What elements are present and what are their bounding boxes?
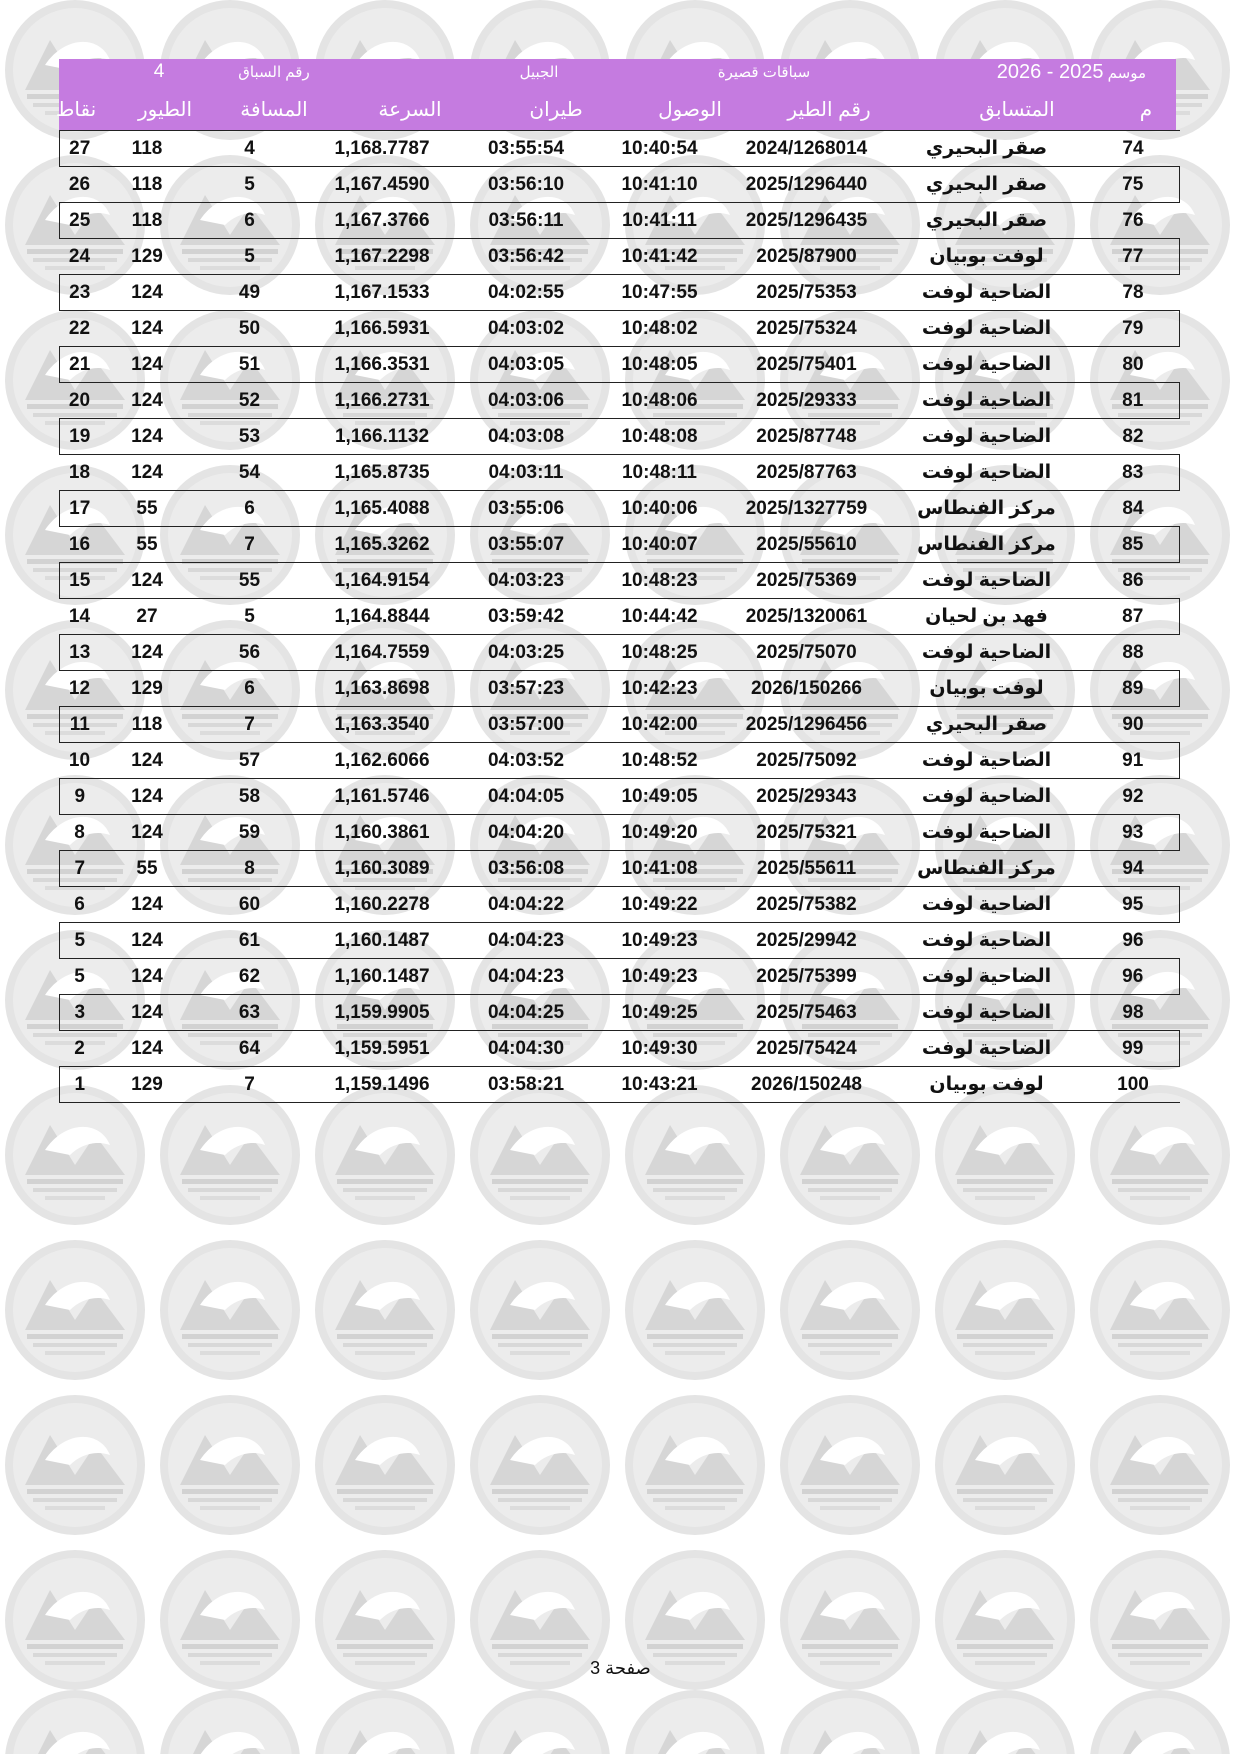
cell-ring: 2025/75399 [727,959,887,995]
cell-distance: 5 [195,167,305,203]
cell-points: 12 [60,671,100,707]
cell-birds: 118 [100,131,195,167]
cell-arrival: 10:49:25 [593,995,727,1031]
cell-birds: 124 [100,743,195,779]
cell-distance: 52 [195,383,305,419]
table-row [60,851,1180,887]
cell-points: 23 [60,275,100,311]
cell-distance: 4 [195,131,305,167]
cell-flight: 03:56:11 [460,203,593,239]
cell-points: 8 [60,815,100,851]
cell-speed: 1,161.5746 [305,779,460,815]
cell-arrival: 10:48:05 [593,347,727,383]
table-row [60,995,1180,1031]
cell-name: الضاحية لوفت [887,563,1087,599]
cell-speed: 1,163.3540 [305,707,460,743]
cell-birds: 124 [100,1031,195,1067]
cell-ring: 2026/150266 [727,671,887,707]
cell-arrival: 10:41:11 [593,203,727,239]
table-row [60,275,1180,311]
cell-ring: 2026/150248 [727,1067,887,1103]
cell-ring: 2025/75321 [727,815,887,851]
cell-idx: 89 [1087,671,1180,707]
race-number-label: رقم السباق [238,64,310,81]
cell-name: الضاحية لوفت [887,455,1087,491]
cell-arrival: 10:40:06 [593,491,727,527]
cell-flight: 04:03:11 [460,455,593,491]
cell-name: صقر البحيري [887,131,1087,167]
cell-idx: 88 [1087,635,1180,671]
col-header-index: م [1139,99,1153,121]
cell-flight: 03:55:07 [460,527,593,563]
cell-distance: 58 [195,779,305,815]
cell-flight: 03:56:42 [460,239,593,275]
cell-idx: 78 [1087,275,1180,311]
cell-distance: 60 [195,887,305,923]
cell-ring: 2025/1296456 [727,707,887,743]
table-row [60,887,1180,923]
cell-idx: 87 [1087,599,1180,635]
cell-name: الضاحية لوفت [887,815,1087,851]
table-row [60,599,1180,635]
cell-idx: 100 [1087,1067,1180,1103]
cell-points: 5 [60,923,100,959]
cell-points: 22 [60,311,100,347]
cell-arrival: 10:43:21 [593,1067,727,1103]
cell-distance: 6 [195,203,305,239]
cell-arrival: 10:48:52 [593,743,727,779]
results-table [59,130,1180,1103]
cell-name: الضاحية لوفت [887,959,1087,995]
table-row [60,779,1180,815]
cell-name: مركز الفنطاس [887,491,1087,527]
cell-flight: 04:04:23 [460,959,593,995]
cell-birds: 124 [100,959,195,995]
page-number: صفحة 3 [590,1658,651,1678]
cell-distance: 64 [195,1031,305,1067]
cell-flight: 04:02:55 [460,275,593,311]
cell-name: الضاحية لوفت [887,419,1087,455]
col-header-distance: المسافة [240,99,308,121]
cell-speed: 1,166.5931 [305,311,460,347]
cell-arrival: 10:48:02 [593,311,727,347]
cell-arrival: 10:48:11 [593,455,727,491]
cell-ring: 2025/75401 [727,347,887,383]
cell-distance: 61 [195,923,305,959]
cell-distance: 51 [195,347,305,383]
cell-flight: 04:03:06 [460,383,593,419]
cell-idx: 85 [1087,527,1180,563]
cell-arrival: 10:41:42 [593,239,727,275]
cell-birds: 124 [100,635,195,671]
cell-birds: 27 [100,599,195,635]
cell-arrival: 10:49:30 [593,1031,727,1067]
cell-idx: 79 [1087,311,1180,347]
cell-flight: 04:03:23 [460,563,593,599]
cell-flight: 04:03:25 [460,635,593,671]
col-header-speed: السرعة [378,99,442,121]
cell-ring: 2025/75463 [727,995,887,1031]
cell-birds: 124 [100,815,195,851]
cell-birds: 129 [100,239,195,275]
table-row [60,527,1180,563]
cell-birds: 124 [100,275,195,311]
cell-distance: 62 [195,959,305,995]
cell-flight: 03:59:42 [460,599,593,635]
cell-birds: 124 [100,779,195,815]
table-row [60,311,1180,347]
cell-idx: 90 [1087,707,1180,743]
cell-ring: 2025/75353 [727,275,887,311]
cell-points: 18 [60,455,100,491]
cell-ring: 2025/1320061 [727,599,887,635]
cell-idx: 91 [1087,743,1180,779]
table-row [60,167,1180,203]
cell-arrival: 10:40:07 [593,527,727,563]
cell-name: الضاحية لوفت [887,275,1087,311]
cell-flight: 04:04:05 [460,779,593,815]
cell-idx: 82 [1087,419,1180,455]
cell-speed: 1,164.9154 [305,563,460,599]
cell-name: لوفت بوبيان [887,671,1087,707]
cell-arrival: 10:48:08 [593,419,727,455]
cell-flight: 03:55:06 [460,491,593,527]
cell-points: 20 [60,383,100,419]
cell-ring: 2025/29942 [727,923,887,959]
results-header [55,59,1176,130]
cell-arrival: 10:49:22 [593,887,727,923]
cell-ring: 2025/1296435 [727,203,887,239]
race-number: 4 [153,61,165,82]
cell-birds: 118 [100,167,195,203]
cell-distance: 6 [195,491,305,527]
cell-speed: 1,167.3766 [305,203,460,239]
cell-distance: 7 [195,1067,305,1103]
cell-name: صقر البحيري [887,707,1087,743]
cell-distance: 53 [195,419,305,455]
season-years: 2026 - 2025 [996,61,1104,83]
cell-name: الضاحية لوفت [887,635,1087,671]
cell-name: الضاحية لوفت [887,347,1087,383]
cell-speed: 1,159.9905 [305,995,460,1031]
cell-arrival: 10:44:42 [593,599,727,635]
cell-arrival: 10:48:06 [593,383,727,419]
cell-ring: 2025/1327759 [727,491,887,527]
cell-name: لوفت بوبيان [887,1067,1087,1103]
cell-birds: 124 [100,455,195,491]
cell-name: مركز الفنطاس [887,527,1087,563]
cell-speed: 1,166.3531 [305,347,460,383]
cell-flight: 04:04:23 [460,923,593,959]
cell-points: 15 [60,563,100,599]
cell-name: الضاحية لوفت [887,1031,1087,1067]
cell-speed: 1,160.3861 [305,815,460,851]
table-row [60,347,1180,383]
cell-speed: 1,168.7787 [305,131,460,167]
cell-birds: 118 [100,203,195,239]
cell-speed: 1,167.2298 [305,239,460,275]
cell-points: 11 [60,707,100,743]
cell-birds: 129 [100,671,195,707]
cell-birds: 129 [100,1067,195,1103]
cell-points: 13 [60,635,100,671]
cell-points: 17 [60,491,100,527]
cell-points: 5 [60,959,100,995]
cell-idx: 95 [1087,887,1180,923]
cell-speed: 1,167.4590 [305,167,460,203]
table-row [60,383,1180,419]
cell-speed: 1,159.1496 [305,1067,460,1103]
cell-birds: 124 [100,383,195,419]
cell-birds: 124 [100,347,195,383]
cell-arrival: 10:49:23 [593,959,727,995]
cell-distance: 54 [195,455,305,491]
cell-name: الضاحية لوفت [887,779,1087,815]
cell-distance: 5 [195,239,305,275]
cell-idx: 96 [1087,923,1180,959]
cell-idx: 76 [1087,203,1180,239]
cell-idx: 93 [1087,815,1180,851]
cell-flight: 03:57:23 [460,671,593,707]
cell-name: الضاحية لوفت [887,887,1087,923]
cell-distance: 7 [195,707,305,743]
cell-arrival: 10:48:23 [593,563,727,599]
cell-idx: 99 [1087,1031,1180,1067]
season-label [993,61,1146,84]
cell-arrival: 10:49:05 [593,779,727,815]
cell-arrival: 10:47:55 [593,275,727,311]
season-word: موسم [1107,65,1146,82]
cell-flight: 03:56:10 [460,167,593,203]
cell-arrival: 10:42:00 [593,707,727,743]
cell-speed: 1,166.2731 [305,383,460,419]
cell-birds: 124 [100,923,195,959]
cell-points: 25 [60,203,100,239]
cell-points: 24 [60,239,100,275]
cell-flight: 04:03:52 [460,743,593,779]
cell-points: 26 [60,167,100,203]
cell-speed: 1,163.8698 [305,671,460,707]
cell-birds: 124 [100,887,195,923]
cell-flight: 04:04:25 [460,995,593,1031]
table-row [60,563,1180,599]
cell-ring: 2025/87900 [727,239,887,275]
cell-distance: 50 [195,311,305,347]
cell-flight: 04:04:30 [460,1031,593,1067]
cell-idx: 77 [1087,239,1180,275]
cell-flight: 04:04:22 [460,887,593,923]
cell-name: لوفت بوبيان [887,239,1087,275]
cell-birds: 124 [100,563,195,599]
table-row [60,959,1180,995]
cell-distance: 49 [195,275,305,311]
table-row [60,131,1180,167]
cell-distance: 57 [195,743,305,779]
table-row [60,1031,1180,1067]
cell-ring: 2025/75324 [727,311,887,347]
table-row [60,491,1180,527]
cell-points: 9 [60,779,100,815]
cell-flight: 03:56:08 [460,851,593,887]
cell-distance: 6 [195,671,305,707]
cell-birds: 124 [100,995,195,1031]
cell-points: 6 [60,887,100,923]
cell-distance: 59 [195,815,305,851]
cell-name: الضاحية لوفت [887,743,1087,779]
cell-distance: 8 [195,851,305,887]
cell-ring: 2024/1268014 [727,131,887,167]
cell-speed: 1,165.8735 [305,455,460,491]
col-header-points: نقاط [55,99,97,121]
col-header-flight: طيران [529,99,583,121]
table-row [60,923,1180,959]
cell-ring: 2025/29333 [727,383,887,419]
cell-points: 7 [60,851,100,887]
cell-points: 10 [60,743,100,779]
cell-idx: 92 [1087,779,1180,815]
cell-flight: 04:03:02 [460,311,593,347]
cell-speed: 1,160.3089 [305,851,460,887]
cell-ring: 2025/29343 [727,779,887,815]
table-row [60,203,1180,239]
cell-ring: 2025/75092 [727,743,887,779]
cell-idx: 94 [1087,851,1180,887]
cell-distance: 5 [195,599,305,635]
table-row [60,671,1180,707]
cell-speed: 1,165.4088 [305,491,460,527]
cell-ring: 2025/75382 [727,887,887,923]
cell-arrival: 10:40:54 [593,131,727,167]
cell-arrival: 10:41:10 [593,167,727,203]
cell-arrival: 10:49:23 [593,923,727,959]
table-row [60,455,1180,491]
cell-name: الضاحية لوفت [887,995,1087,1031]
cell-speed: 1,167.1533 [305,275,460,311]
cell-flight: 03:58:21 [460,1067,593,1103]
cell-ring: 2025/55611 [727,851,887,887]
table-row [60,1067,1180,1103]
cell-idx: 75 [1087,167,1180,203]
cell-ring: 2025/87763 [727,455,887,491]
cell-name: الضاحية لوفت [887,923,1087,959]
cell-flight: 04:04:20 [460,815,593,851]
cell-name: صقر البحيري [887,167,1087,203]
cell-speed: 1,164.8844 [305,599,460,635]
cell-idx: 84 [1087,491,1180,527]
cell-idx: 98 [1087,995,1180,1031]
cell-arrival: 10:42:23 [593,671,727,707]
cell-idx: 86 [1087,563,1180,599]
cell-points: 27 [60,131,100,167]
cell-birds: 55 [100,527,195,563]
col-header-competitor: المتسابق [979,99,1055,121]
cell-birds: 55 [100,491,195,527]
cell-distance: 56 [195,635,305,671]
cell-speed: 1,165.3262 [305,527,460,563]
cell-birds: 124 [100,311,195,347]
cell-ring: 2025/75070 [727,635,887,671]
cell-ring: 2025/87748 [727,419,887,455]
cell-distance: 55 [195,563,305,599]
cell-points: 1 [60,1067,100,1103]
cell-arrival: 10:48:25 [593,635,727,671]
cell-idx: 96 [1087,959,1180,995]
table-row [60,635,1180,671]
table-row [60,707,1180,743]
cell-ring: 2025/75424 [727,1031,887,1067]
cell-flight: 04:03:08 [460,419,593,455]
table-row [60,419,1180,455]
cell-ring: 2025/1296440 [727,167,887,203]
cell-speed: 1,160.2278 [305,887,460,923]
cell-arrival: 10:49:20 [593,815,727,851]
col-header-arrival: الوصول [658,99,722,121]
col-header-ring: رقم الطير [787,99,871,121]
table-row [60,743,1180,779]
cell-speed: 1,160.1487 [305,923,460,959]
cell-flight: 03:55:54 [460,131,593,167]
cell-distance: 7 [195,527,305,563]
table-row [60,815,1180,851]
cell-ring: 2025/55610 [727,527,887,563]
cell-speed: 1,166.1132 [305,419,460,455]
cell-points: 14 [60,599,100,635]
race-location: الجبيل [519,64,559,81]
race-category: سباقات قصيرة [717,64,811,81]
cell-speed: 1,160.1487 [305,959,460,995]
cell-birds: 55 [100,851,195,887]
cell-name: مركز الفنطاس [887,851,1087,887]
table-row [60,239,1180,275]
cell-name: فهد بن لحيان [887,599,1087,635]
cell-idx: 81 [1087,383,1180,419]
cell-name: الضاحية لوفت [887,311,1087,347]
cell-birds: 118 [100,707,195,743]
cell-speed: 1,162.6066 [305,743,460,779]
cell-flight: 03:57:00 [460,707,593,743]
cell-speed: 1,159.5951 [305,1031,460,1067]
cell-idx: 80 [1087,347,1180,383]
cell-points: 21 [60,347,100,383]
cell-points: 19 [60,419,100,455]
cell-arrival: 10:41:08 [593,851,727,887]
col-header-birds: الطيور [137,99,193,121]
cell-points: 16 [60,527,100,563]
cell-name: صقر البحيري [887,203,1087,239]
cell-points: 3 [60,995,100,1031]
cell-idx: 74 [1087,131,1180,167]
cell-ring: 2025/75369 [727,563,887,599]
cell-distance: 63 [195,995,305,1031]
cell-birds: 124 [100,419,195,455]
cell-speed: 1,164.7559 [305,635,460,671]
cell-idx: 83 [1087,455,1180,491]
cell-flight: 04:03:05 [460,347,593,383]
cell-points: 2 [60,1031,100,1067]
cell-name: الضاحية لوفت [887,383,1087,419]
